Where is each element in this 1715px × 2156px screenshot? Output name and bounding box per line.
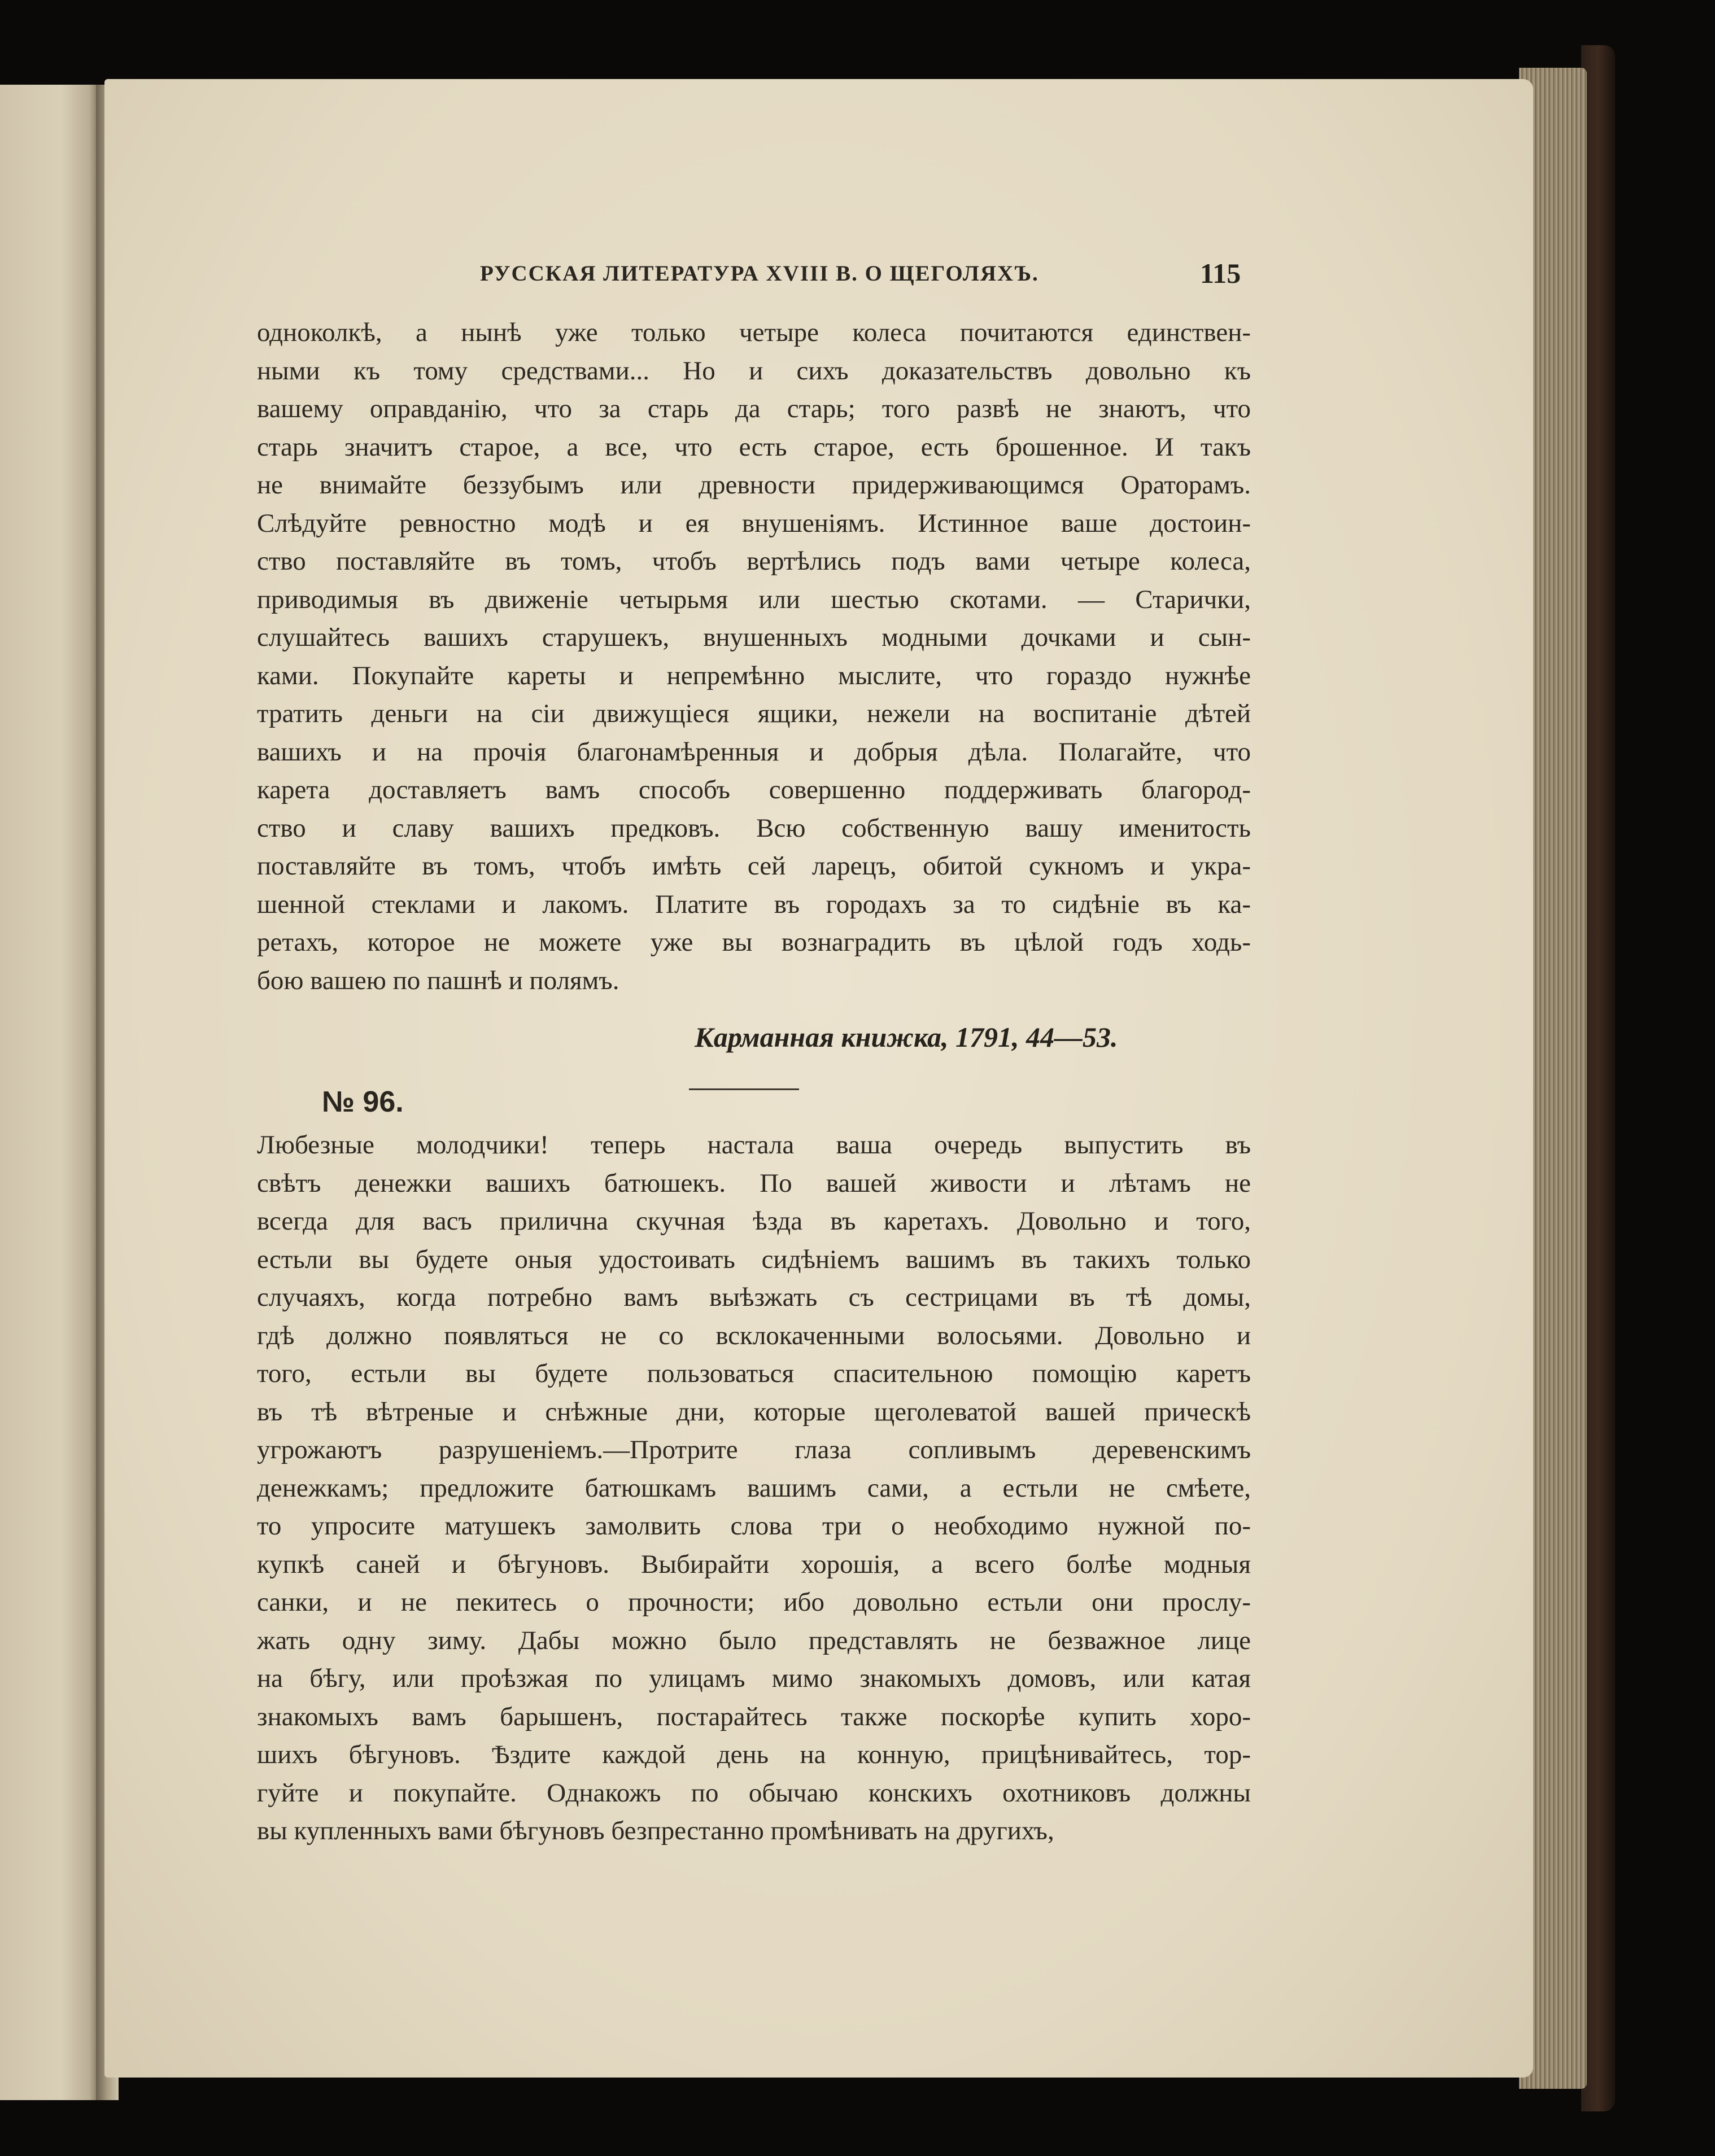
- text-line: шенной стеклами и лакомъ. Платите въ городахъ за то сидѣніе въ ка-: [257, 889, 1251, 919]
- text-line: естьли вы будете оныя удостоивать сидѣніемъ вашимъ въ такихъ только: [257, 1244, 1251, 1274]
- text-line: купкѣ саней и бѣгуновъ. Выбирайти хорошія, а всего болѣе модныя: [257, 1549, 1251, 1579]
- text-line: Любезные молодчики! теперь настала ваша очередь выпустить въ: [257, 1130, 1251, 1160]
- paragraph-continued: [257, 314, 1251, 1000]
- text-line: угрожаютъ разрушеніемъ.—Протрите глаза сопливымъ деревенскимъ: [257, 1435, 1251, 1464]
- text-line: не внимайте беззубымъ или древности придерживающимся Ораторамъ.: [257, 470, 1251, 500]
- text-line: вашему оправданію, что за старь да старь; того развѣ не знаютъ, что: [257, 394, 1251, 423]
- text-line: вы купленныхъ вами бѣгуновъ безпрестанно промѣнивать на другихъ,: [257, 1816, 1054, 1845]
- text-line: на бѣгу, или проѣзжая по улицамъ мимо знакомыхъ домовъ, или катая: [257, 1664, 1251, 1693]
- text-line: ство и славу вашихъ предковъ. Всю собственную вашу именитость: [257, 813, 1251, 843]
- text-line: ство поставляйте въ томъ, чтобъ вертѣлись подъ вами четыре колеса,: [257, 546, 1251, 576]
- text-line: ными къ тому средствами... Но и сихъ доказательствъ довольно къ: [257, 356, 1251, 386]
- text-line: шихъ бѣгуновъ. Ѣздите каждой день на конную, прицѣнивайтесь, тор-: [257, 1740, 1251, 1769]
- text-line: денежкамъ; предложите батюшкамъ вашимъ сами, а естьли не смѣете,: [257, 1473, 1251, 1503]
- text-line: всегда для васъ прилична скучная ѣзда въ каретахъ. Довольно и того,: [257, 1206, 1251, 1236]
- paragraph-96: [257, 1126, 1251, 1851]
- text-line: одноколкѣ, а нынѣ уже только четыре колеса почитаются единствен-: [257, 318, 1251, 347]
- text-line: санки, и не пекитесь о прочности; ибо довольно естьли они прослу-: [257, 1588, 1251, 1617]
- text-line: старь значитъ старое, а все, что есть старое, есть брошенное. И такъ: [257, 432, 1251, 462]
- text-line: гуйте и покупайте. Однакожъ по обычаю конскихъ охотниковъ должны: [257, 1778, 1251, 1808]
- text-line: вашихъ и на прочія благонамѣренныя и добрыя дѣла. Полагайте, что: [257, 737, 1251, 767]
- text-line: приводимыя въ движеніе четырьмя или шестью скотами. — Старички,: [257, 584, 1251, 614]
- text-line: ретахъ, которое не можете уже вы вознаградить въ цѣлой годъ ходь-: [257, 928, 1251, 957]
- text-line: знакомыхъ вамъ барышенъ, постарайтесь также поскорѣе купить хоро-: [257, 1702, 1251, 1731]
- text-line: то упросите матушекъ замолвить слова три о необходимо нужной по-: [257, 1511, 1251, 1541]
- text-line: гдѣ должно появляться не со всклокаченными волосьями. Довольно и: [257, 1320, 1251, 1350]
- text-line: бою вашею по пашнѣ и полямъ.: [257, 965, 619, 995]
- text-line: Слѣдуйте ревностно модѣ и ея внушеніямъ. Истинное ваше достоин-: [257, 508, 1251, 538]
- page-number: 115: [1200, 257, 1241, 289]
- text-line: поставляйте въ томъ, чтобъ имѣть сей ларецъ, обитой сукномъ и укра-: [257, 851, 1251, 881]
- text-line: свѣтъ денежки вашихъ батюшекъ. По вашей живости и лѣтамъ не: [257, 1168, 1251, 1198]
- text-line: того, естьли вы будете пользоваться спасительною помощію каретъ: [257, 1359, 1251, 1388]
- section-number: № 96.: [322, 1086, 404, 1118]
- text-line: тратить деньги на сіи движущіеся ящики, нежели на воспитаніе дѣтей: [257, 699, 1251, 728]
- text-line: въ тѣ вѣтреные и снѣжные дни, которые щеголеватой вашей прическѣ: [257, 1397, 1251, 1427]
- text-line: жать одну зиму. Дабы можно было представлять не безважное лице: [257, 1625, 1251, 1655]
- text-line: слушайтесь вашихъ старушекъ, внушенныхъ модными дочками и сын-: [257, 623, 1251, 652]
- source-citation: Карманная книжка, 1791, 44—53.: [695, 1021, 1118, 1053]
- text-line: ками. Покупайте кареты и непремѣнно мыслите, что гораздо нужнѣе: [257, 661, 1251, 690]
- section-divider: [689, 1088, 799, 1090]
- previous-page-edge: [0, 85, 102, 2100]
- text-line: случаяхъ, когда потребно вамъ выѣзжать съ сестрицами въ тѣ домы,: [257, 1283, 1251, 1312]
- running-head: РУССКАЯ ЛИТЕРАТУРА XVIII В. О ЩЕГОЛЯХЪ.: [480, 261, 1039, 286]
- text-line: карета доставляетъ вамъ способъ совершенно поддерживать благород-: [257, 775, 1251, 804]
